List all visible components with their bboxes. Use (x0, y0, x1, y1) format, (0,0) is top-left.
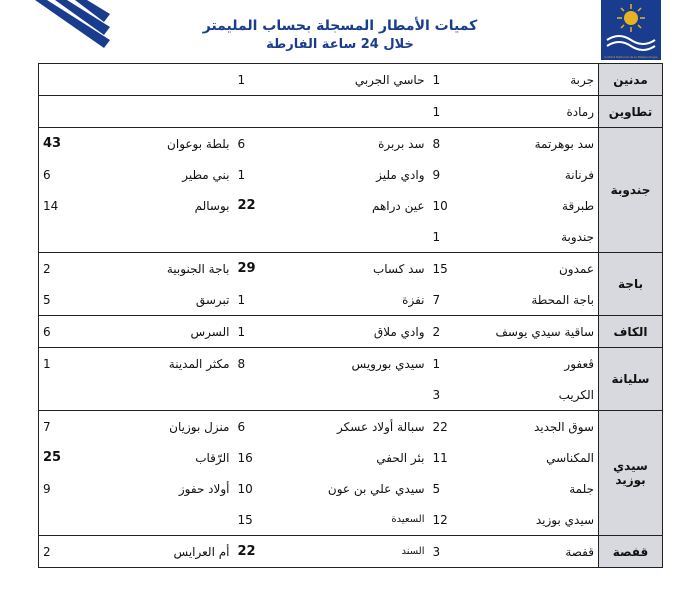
logo-caption: Institut National de la Météorologie (604, 55, 658, 59)
rain-value: 2 (429, 316, 459, 348)
table-row (39, 536, 663, 568)
station-name: رمادة (459, 96, 599, 128)
station-name: عمدون (459, 253, 599, 285)
station-name: وادي مليز (376, 167, 425, 182)
rain-value: 1 (234, 316, 279, 348)
station-col1: جربة (459, 64, 599, 96)
rain-value: 25 (39, 442, 84, 473)
decorative-stripes (0, 0, 110, 60)
rain-value: 7 (429, 284, 459, 316)
table-row (39, 504, 663, 536)
station-col3 (84, 64, 234, 96)
rain-value: 1 (237, 167, 246, 182)
station-name: سد بوهرتمة (459, 128, 599, 160)
rain-value: 10 (237, 481, 253, 496)
table-row (39, 96, 663, 128)
rain-value: 12 (429, 504, 459, 536)
rain-value: 7 (39, 411, 84, 443)
station-name (279, 221, 429, 253)
rain-value: 10 (432, 198, 448, 213)
station-name (279, 96, 429, 128)
table-row (39, 473, 663, 504)
station-name: بني مطير (182, 167, 230, 182)
rain-value (234, 221, 279, 253)
rain-value: 15 (432, 261, 448, 276)
station-name: قفصة (459, 536, 599, 568)
institute-logo (601, 0, 661, 60)
rain-value: 1 (39, 348, 84, 380)
governorate-label: جندوبة (599, 128, 663, 253)
station-name: أولاد حفوز (178, 481, 230, 496)
station-name (84, 96, 234, 128)
rain-value: 1 (429, 221, 459, 253)
station-name (279, 379, 429, 411)
table-row (39, 64, 663, 96)
station-name: الكريب (459, 379, 599, 411)
rain-value: 43 (39, 128, 84, 160)
station-name: سيدي بورويس (351, 356, 425, 371)
table-row (39, 379, 663, 411)
station-name: نفزة (279, 284, 429, 316)
rain-value: 9 (432, 167, 441, 182)
rain-value: 11 (432, 450, 448, 465)
station-name: تبرسق (84, 284, 234, 316)
table-row (39, 348, 663, 380)
governorate-label: باجة (599, 253, 663, 316)
station-name: بئر الحفي (376, 450, 425, 465)
rain-value: 3 (429, 379, 459, 411)
station-name: وادي ملاق (279, 316, 429, 348)
station-name: باجة المحطة (459, 284, 599, 316)
table-row (39, 253, 663, 285)
table-row (39, 316, 663, 348)
station-name (84, 379, 234, 411)
rain-value: 15 (234, 504, 279, 536)
station-name: السعيدة (279, 504, 429, 536)
table-row (39, 221, 663, 253)
station-name: سد بربرة (378, 136, 425, 151)
station-name: الرّقاب (195, 450, 230, 465)
table-row (39, 190, 663, 221)
rain-value (234, 379, 279, 411)
value-col2: 1 (234, 64, 279, 96)
rain-value: 1 (432, 356, 441, 371)
station-name: سوق الجديد (459, 411, 599, 443)
station-name: بلطة بوعوان (167, 136, 230, 151)
station-name: مكثر المدينة (168, 356, 230, 371)
station-name: بوسالم (194, 198, 230, 213)
station-name: فرنانة (459, 159, 599, 190)
page-subtitle: خلال 24 ساعة الفارطة (266, 37, 414, 52)
station-col2: حاسي الجربي (279, 64, 429, 96)
rain-value: 22 (432, 419, 448, 434)
rain-value: 6 (237, 419, 246, 434)
station-name: سيدي علي بن عون (327, 481, 425, 496)
station-name (84, 221, 234, 253)
governorate-label: الكاف (599, 316, 663, 348)
table-row (39, 128, 663, 160)
governorate-label: سيدي بوزيد (599, 411, 663, 536)
rain-value (39, 221, 84, 253)
station-name: ڤعفور (459, 348, 599, 380)
station-name (84, 504, 234, 536)
station-name: أم العرايس (84, 536, 234, 568)
rain-value: 5 (39, 284, 84, 316)
rain-value: 1 (234, 284, 279, 316)
station-name: عين دراهم (371, 198, 425, 213)
rain-value: 22 (234, 536, 279, 568)
value-col1: 1 (429, 64, 459, 96)
station-name: المكناسي (459, 442, 599, 473)
station-name: السرس (84, 316, 234, 348)
governorate-label: قفصة (599, 536, 663, 568)
rain-value: 3 (429, 536, 459, 568)
station-name: ساقية سيدي يوسف (459, 316, 599, 348)
table-row (39, 411, 663, 443)
station-name: باجة الجنوبية (166, 261, 230, 276)
rain-value (39, 96, 84, 128)
rain-value: 29 (237, 261, 256, 276)
station-name: سد كساب (372, 261, 425, 276)
rain-value (39, 504, 84, 536)
value-col3 (39, 64, 84, 96)
rain-value: 14 (39, 190, 84, 221)
station-name: طبرقة (459, 190, 599, 221)
rain-value: 8 (237, 356, 246, 371)
rain-value: 6 (39, 159, 84, 190)
rain-value: 5 (432, 481, 441, 496)
header (180, 18, 500, 52)
rain-value: 22 (237, 198, 256, 213)
governorate-label: تطاوين (599, 96, 663, 128)
table-row (39, 442, 663, 473)
governorate-label: سليانة (599, 348, 663, 411)
page-title: كميات الأمطار المسجلة بحساب المليمتر (202, 18, 478, 34)
rainfall-table (38, 63, 663, 568)
rain-value (234, 96, 279, 128)
rain-value: 6 (237, 136, 246, 151)
station-name: جندوبة (459, 221, 599, 253)
rain-value: 8 (432, 136, 441, 151)
governorate-label: مدنين (599, 64, 663, 96)
rain-value: 1 (429, 96, 459, 128)
station-name: منزل بوزيان (169, 419, 230, 434)
table-row (39, 159, 663, 190)
station-name: سيدي بوزيد (459, 504, 599, 536)
station-name: السند (279, 536, 429, 568)
station-name: سبالة أولاد عسكر (337, 419, 425, 434)
rain-value: 9 (39, 473, 84, 504)
rain-value: 16 (237, 450, 253, 465)
station-name: جلمة (459, 473, 599, 504)
rain-value (39, 379, 84, 411)
rain-value: 2 (39, 253, 84, 285)
sun-wave-icon (601, 0, 661, 60)
table-row (39, 284, 663, 316)
rain-value: 6 (39, 316, 84, 348)
rain-value: 2 (39, 536, 84, 568)
